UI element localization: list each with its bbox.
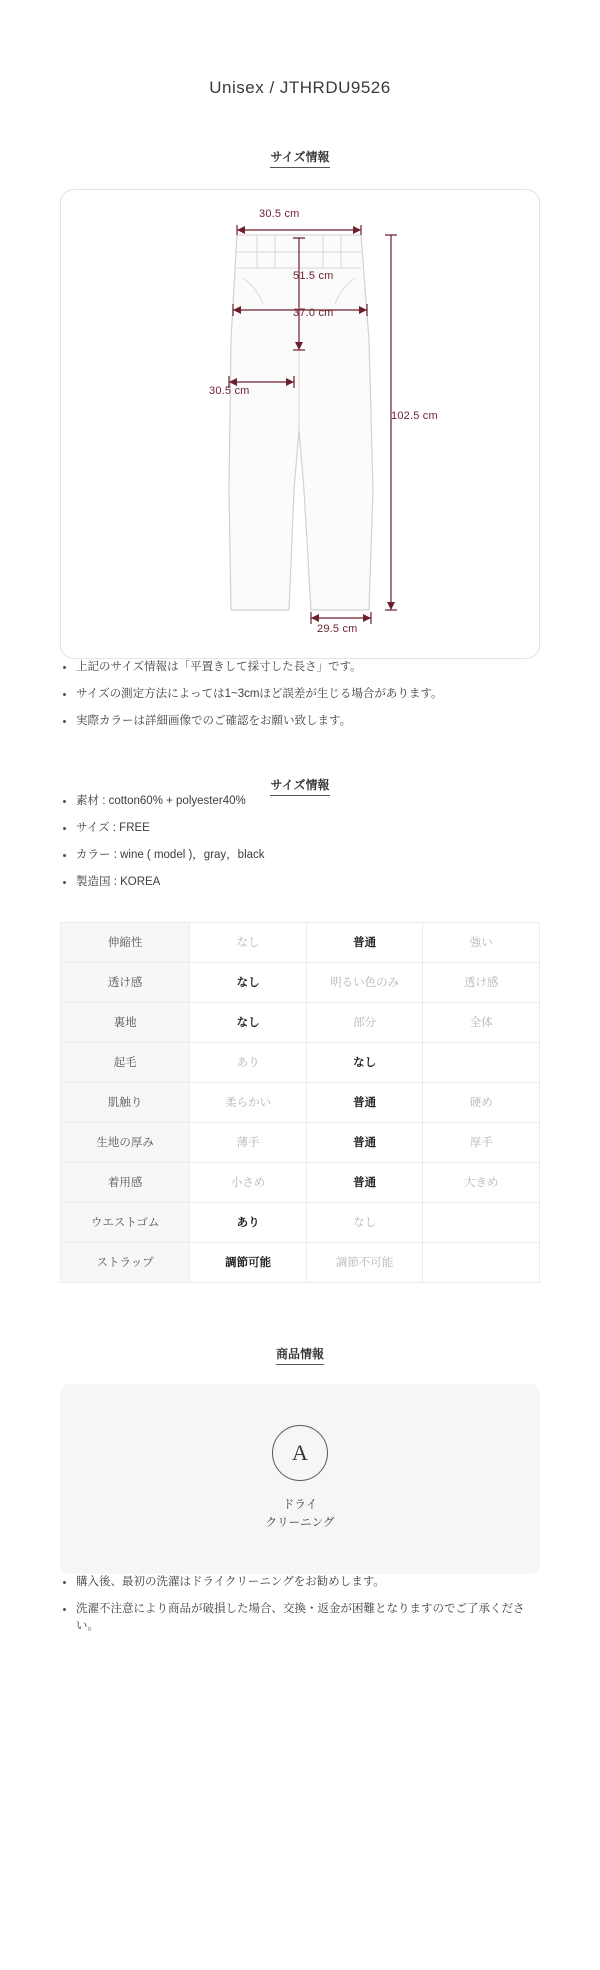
cell-option: 部分 <box>306 1002 423 1042</box>
cell-option: 普通 <box>306 1122 423 1162</box>
table-row <box>61 1082 540 1122</box>
size-diagram-card <box>60 189 540 659</box>
care-notes-list <box>60 1574 540 1636</box>
list-item: 購入後、最初の洗濯はドライクリーニングをお勧めします。 <box>60 1574 540 1592</box>
row-label: 着用感 <box>61 1162 190 1202</box>
table-row <box>61 1122 540 1162</box>
cell-option: 大きめ <box>423 1162 540 1202</box>
cell-option: 薄手 <box>190 1122 307 1162</box>
size-diagram <box>61 190 539 658</box>
cell-option: 小さめ <box>190 1162 307 1202</box>
cell-option: なし <box>306 1042 423 1082</box>
list-item: 製造国 : KOREA <box>60 874 540 892</box>
table-row <box>61 1002 540 1042</box>
attribute-table <box>60 922 540 1283</box>
cell-option: 調節可能 <box>190 1242 307 1282</box>
cell-option <box>423 1202 540 1242</box>
cell-option: 硬め <box>423 1082 540 1122</box>
row-label: 透け感 <box>61 962 190 1002</box>
table-row <box>61 922 540 962</box>
table-row <box>61 1202 540 1242</box>
size-notes-list <box>60 659 540 730</box>
dim-rise: 37.0 cm <box>293 307 334 319</box>
cell-option: 調節不可能 <box>306 1242 423 1282</box>
cell-option: 強い <box>423 922 540 962</box>
dry-clean-icon <box>272 1425 328 1481</box>
cell-option: 明るい色のみ <box>306 962 423 1002</box>
info-items-list <box>60 793 540 891</box>
list-item: 素材 : cotton60% + polyester40% <box>60 793 540 811</box>
row-label: 裏地 <box>61 1002 190 1042</box>
laundry-caption-line1: ドライ <box>282 1499 318 1512</box>
list-item: 上記のサイズ情報は「平置きして採寸した長さ」です。 <box>60 659 540 677</box>
table-row <box>61 962 540 1002</box>
table-row <box>61 1162 540 1202</box>
size-heading-text: サイズ情報 <box>270 150 329 168</box>
list-item: サイズ : FREE <box>60 820 540 838</box>
info-section-heading <box>60 776 540 793</box>
cell-option: 透け感 <box>423 962 540 1002</box>
size-section-heading <box>60 148 540 165</box>
row-label: 生地の厚み <box>61 1122 190 1162</box>
list-item: 洗濯不注意により商品が破損した場合、交換・返金が困難となりますのでご了承ください。 <box>60 1601 540 1637</box>
row-label: ウエストゴム <box>61 1202 190 1242</box>
product-info-heading-text: 商品情報 <box>276 1347 324 1365</box>
dim-hip: 51.5 cm <box>293 270 334 282</box>
cell-option: 全体 <box>423 1002 540 1042</box>
laundry-caption-line2: クリーニング <box>265 1516 335 1529</box>
pants-illustration <box>61 190 540 659</box>
row-label: 伸縮性 <box>61 922 190 962</box>
cell-option: 柔らかい <box>190 1082 307 1122</box>
dim-thigh: 30.5 cm <box>209 385 250 397</box>
list-item: 実際カラーは詳細画像でのご確認をお願い致します。 <box>60 713 540 731</box>
table-row <box>61 1242 540 1282</box>
row-label: ストラップ <box>61 1242 190 1282</box>
dim-waist: 30.5 cm <box>259 208 300 220</box>
cell-option: なし <box>306 1202 423 1242</box>
cell-option: 普通 <box>306 1162 423 1202</box>
cell-option <box>423 1242 540 1282</box>
cell-option: 普通 <box>306 1082 423 1122</box>
cell-option: なし <box>190 962 307 1002</box>
table-row <box>61 1042 540 1082</box>
cell-option: 普通 <box>306 922 423 962</box>
list-item: サイズの測定方法によっては1~3cmほど誤差が生じる場合があります。 <box>60 686 540 704</box>
info-heading-text: サイズ情報 <box>270 778 329 796</box>
cell-option: 厚手 <box>423 1122 540 1162</box>
cell-option <box>423 1042 540 1082</box>
product-info-section-heading <box>60 1345 540 1362</box>
cell-option: あり <box>190 1202 307 1242</box>
dry-clean-letter: A <box>292 1440 308 1466</box>
cell-option: あり <box>190 1042 307 1082</box>
laundry-care-card <box>60 1384 540 1574</box>
dim-total-length: 102.5 cm <box>391 410 438 422</box>
row-label: 起毛 <box>61 1042 190 1082</box>
cell-option: なし <box>190 1002 307 1042</box>
laundry-caption <box>266 1497 335 1532</box>
row-label: 肌触り <box>61 1082 190 1122</box>
page-title: Unisex / JTHRDU9526 <box>209 78 391 97</box>
cell-option: なし <box>190 922 307 962</box>
dim-hem: 29.5 cm <box>317 623 358 635</box>
list-item: カラー : wine ( model )，gray，black <box>60 847 540 865</box>
